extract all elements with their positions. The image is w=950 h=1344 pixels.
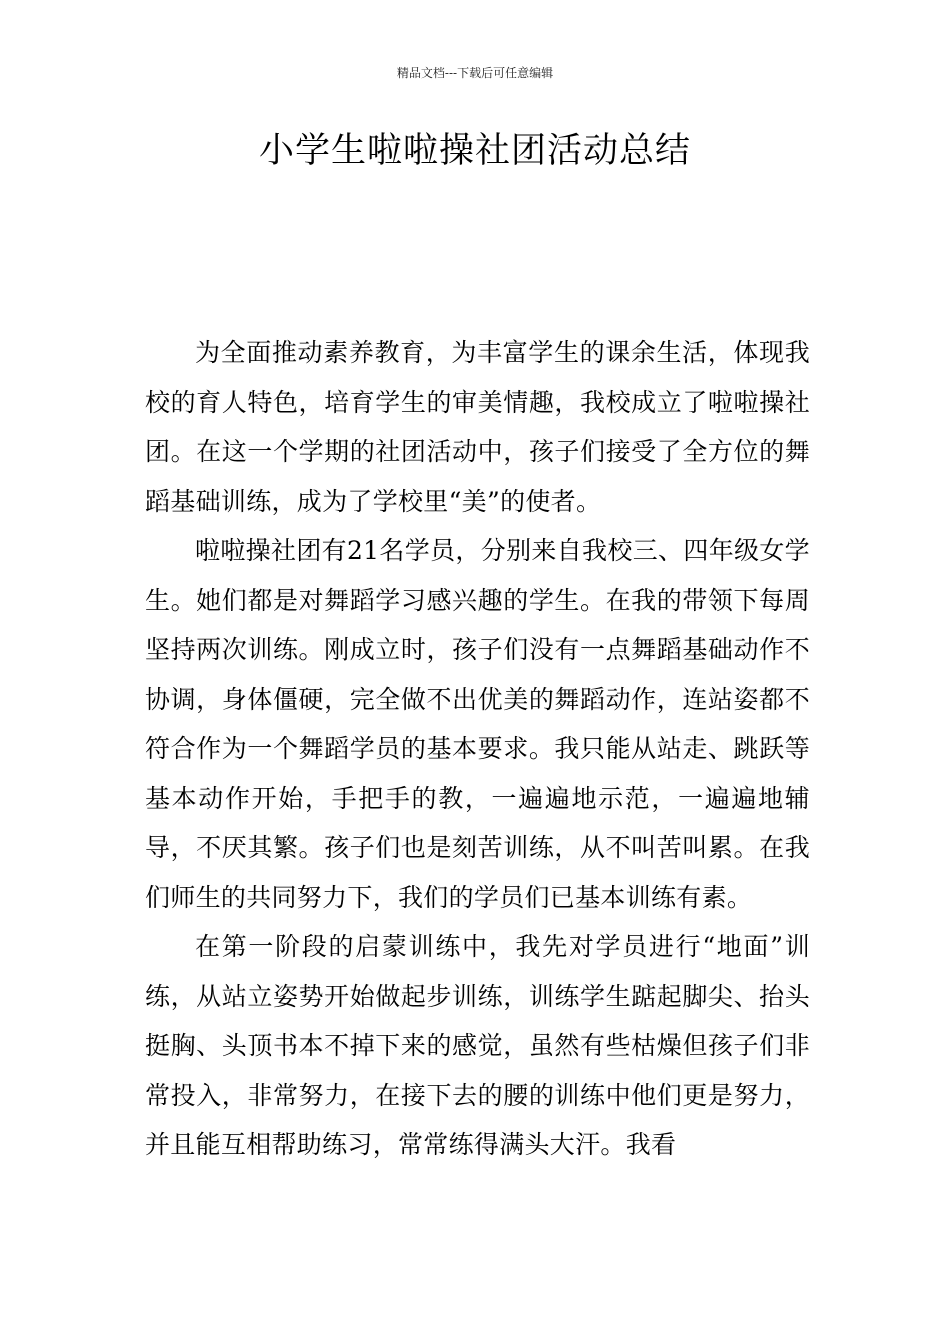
document-body: [145, 328, 810, 1170]
paragraph-1: 为全面推动素养教育，为丰富学生的课余生活，体现我校的育人特色，培育学生的审美情趣，我校成立了啦啦操社团。在这一个学期的社团活动中，孩子们接受了全方位的舞蹈基础训练，成为了学校里“美”的使者。: [145, 338, 810, 516]
paragraph-3: 在第一阶段的启蒙训练中，我先对学员进行“地面”训练，从站立姿势开始做起步训练，训练学生踮起脚尖、抬头挺胸、头顶书本不掉下来的感觉，虽然有些枯燥但孩子们非常投入，非常努力，在接下去的腰的训练中他们更是努力，并且能互相帮助练习，常常练得满头大汗。我看: [145, 932, 810, 1159]
header-note: 精品文档---下载后可任意编辑: [396, 66, 554, 80]
paragraph-2: 啦啦操社团有21名学员，分别来自我校三、四年级女学生。她们都是对舞蹈学习感兴趣的学生。在我的带领下每周坚持两次训练。刚成立时，孩子们没有一点舞蹈基础动作不协调，身体僵硬，完全做不出优美的舞蹈动作，连站姿都不符合作为一个舞蹈学员的基本要求。我只能从站走、跳跃等基本动作开始，手把手的教，一遍遍地示范，一遍遍地辅导，不厌其繁。孩子们也是刻苦训练，从不叫苦叫累。在我们师生的共同努力下，我们的学员们已基本训练有素。: [145, 536, 810, 912]
document-title: 小学生啦啦操社团活动总结: [258, 131, 691, 171]
